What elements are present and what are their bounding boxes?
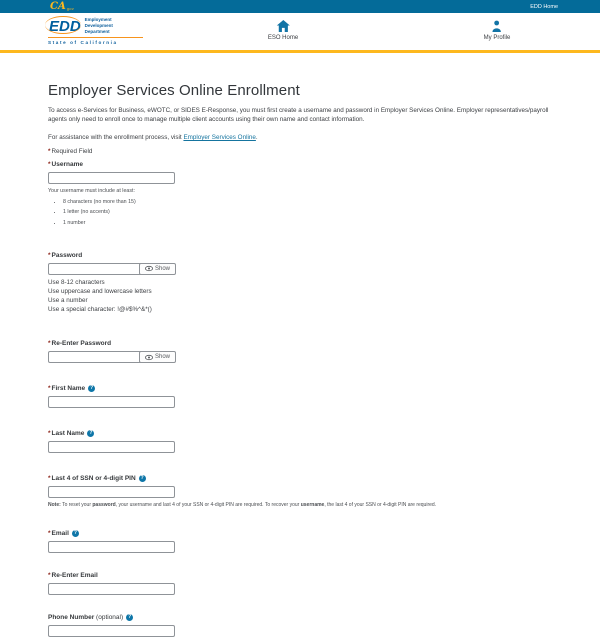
password-group	[48, 252, 555, 315]
ssn-pin-help-icon[interactable]: ?	[140, 475, 144, 482]
main-content	[0, 53, 600, 637]
password-show-button[interactable]: Show	[139, 263, 176, 275]
ca-gov-logo[interactable]	[50, 2, 74, 12]
password-rule: Use 8-12 characters	[48, 278, 105, 286]
nav-eso-home[interactable]	[268, 20, 298, 41]
first-name-input[interactable]	[48, 396, 175, 408]
first-name-group	[48, 385, 555, 408]
reenter-email-group	[48, 572, 555, 595]
phone-label: Phone Number (optional) ?	[48, 614, 132, 622]
username-requirements-list	[48, 199, 555, 226]
phone-input[interactable]	[48, 625, 175, 637]
email-label: *Email ?	[48, 530, 77, 538]
username-input[interactable]	[48, 172, 175, 184]
first-name-label: *First Name ?	[48, 385, 94, 393]
edd-logo-department-text: Employment Development Department	[84, 17, 113, 34]
assistance-line: For assistance with the enrollment process, visit Employer Services Online.	[48, 134, 258, 141]
email-group	[48, 530, 555, 553]
password-rule: Use uppercase and lowercase letters	[48, 287, 152, 295]
username-hint-title: Your username must include at least:	[48, 188, 135, 194]
employer-services-online-link[interactable]: Employer Services Online	[183, 134, 256, 141]
edd-logo-swoosh-icon	[45, 16, 81, 34]
password-rule: Use a special character: !@#$%^&*()	[48, 306, 152, 314]
reenter-password-show-button[interactable]: Show	[139, 351, 176, 363]
email-help-icon[interactable]: ?	[73, 530, 77, 537]
edd-logo-tagline: State of California	[48, 37, 143, 45]
site-header	[0, 13, 600, 53]
eye-icon	[145, 266, 153, 271]
edd-home-link[interactable]: EDD Home	[530, 3, 558, 10]
reenter-email-input[interactable]	[48, 583, 175, 595]
ca-gov-logo-gov: gov	[66, 5, 75, 11]
edd-logo-acronym: EDD	[48, 17, 82, 35]
eye-icon	[145, 355, 153, 360]
nav-my-profile[interactable]	[484, 20, 511, 41]
password-rules	[48, 278, 555, 315]
ssn-pin-input[interactable]	[48, 486, 175, 498]
ssn-pin-note: Note: To reset your password, your username and last 4 of your SSN or 4-digit PIN are required. To recover your username, the last 4 of your SSN or 4-digit PIN are required.	[48, 502, 437, 509]
ssn-pin-label: *Last 4 of SSN or 4-digit PIN ?	[48, 475, 144, 483]
last-name-label: *Last Name ?	[48, 430, 93, 438]
nav-eso-home-label: ESO Home	[267, 35, 299, 41]
username-requirement: • 8 characters (no more than 15)	[63, 199, 555, 205]
ca-gov-logo-ca: CA	[50, 0, 66, 12]
last-name-help-icon[interactable]: ?	[89, 430, 93, 437]
edd-logo[interactable]	[48, 17, 143, 45]
phone-group	[48, 614, 555, 637]
username-requirement: • 1 number	[63, 220, 555, 226]
username-label: *Username	[48, 161, 83, 168]
required-field-note: *Required Field	[48, 148, 93, 155]
username-group	[48, 161, 555, 226]
first-name-help-icon[interactable]: ?	[90, 385, 94, 392]
topbar	[0, 0, 600, 13]
reenter-email-label: *Re-Enter Email	[48, 572, 98, 580]
person-icon	[491, 20, 503, 32]
phone-help-icon[interactable]: ?	[128, 614, 132, 621]
password-rule: Use a number	[48, 296, 88, 304]
reenter-password-group	[48, 340, 555, 363]
last-name-input[interactable]	[48, 441, 175, 453]
ssn-pin-group	[48, 475, 555, 508]
page-title: Employer Services Online Enrollment	[48, 82, 300, 99]
nav-my-profile-label: My Profile	[483, 35, 511, 41]
password-label: *Password	[48, 251, 83, 259]
last-name-group	[48, 430, 555, 453]
intro-paragraph: To access e-Services for Business, eWOTC, or SIDES E-Response, you must first create a username and password in Employer Services Online. Employer representatives/payroll agents only need to enroll once to manage multiple client accounts using their own name and contact information.	[48, 107, 549, 123]
username-requirement: • 1 letter (no accents)	[63, 209, 555, 215]
home-icon	[277, 20, 290, 32]
email-input[interactable]	[48, 541, 175, 553]
reenter-password-label: *Re-Enter Password	[48, 340, 112, 348]
